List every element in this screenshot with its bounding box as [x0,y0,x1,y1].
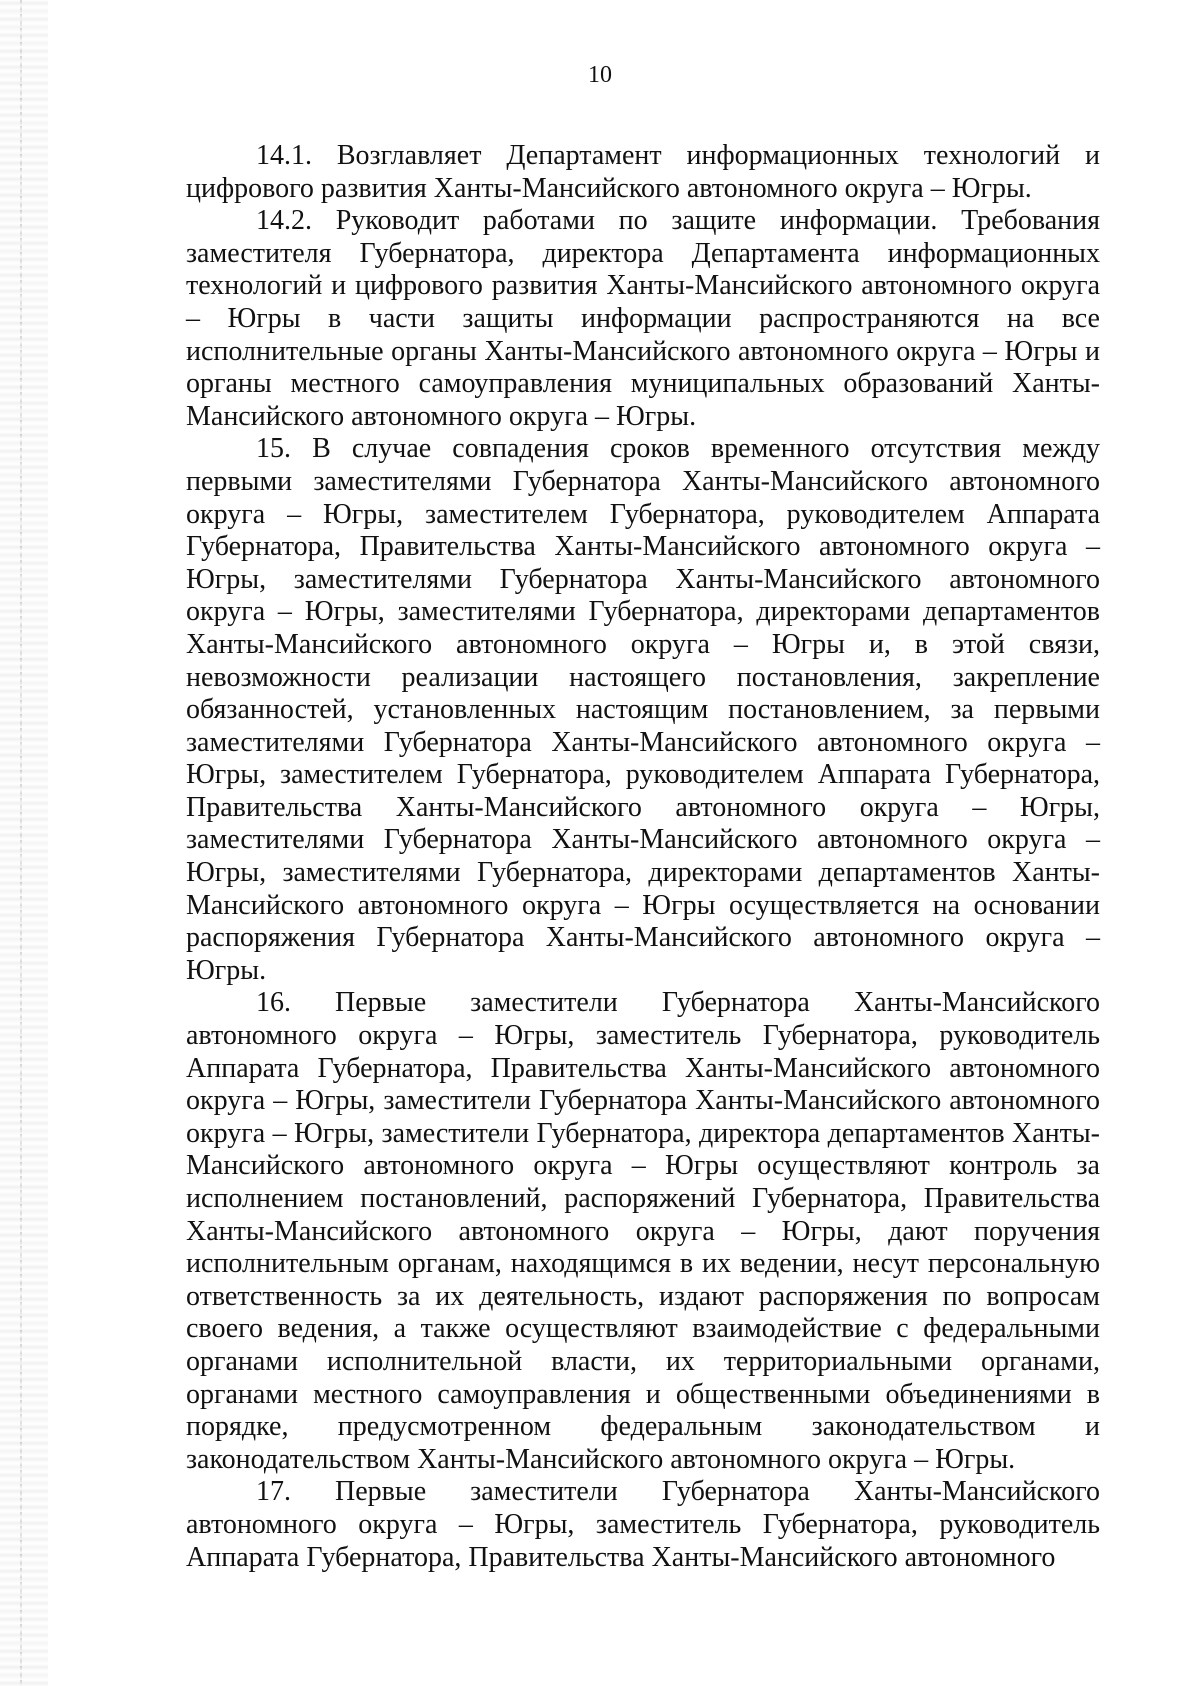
scan-edge-artifact [0,0,48,1686]
paragraph-15: 15. В случае совпадения сроков временного отсутствия между первыми заместителями Губернатора Ханты-Мансийского автономного округа – Югры, заместителем Губернатора, руководителем Аппарата Губернатора, Правительства Ханты-Мансийского автономного округа – Югры, заместителями Губернатора Ханты-Мансийского автономного округа – Югры, заместителями Губернатора, директорами департаментов Ханты-Мансийского автономного округа – Югры и, в этой связи, невозможности реализации настоящего постановления, закрепление обязанностей, установленных настоящим постановлением, за первыми заместителями Губернатора Ханты-Мансийского автономного округа – Югры, заместителем Губернатора, руководителем Аппарата Губернатора, Правительства Ханты-Мансийского автономного округа – Югры, заместителями Губернатора Ханты-Мансийского автономного округа – Югры, заместителями Губернатора, директорами департаментов Ханты-Мансийского автономного округа – Югры осуществляется на основании распоряжения Губернатора Ханты-Мансийского автономного округа – Югры. [186,433,1100,986]
paragraph-16: 16. Первые заместители Губернатора Ханты-Мансийского автономного округа – Югры, заместитель Губернатора, руководитель Аппарата Губернатора, Правительства Ханты-Мансийского автономного округа – Югры, заместители Губернатора Ханты-Мансийского автономного округа – Югры, заместители Губернатора, директора департаментов Ханты-Мансийского автономного округа – Югры осуществляют контроль за исполнением постановлений, распоряжений Губернатора, Правительства Ханты-Мансийского автономного округа – Югры, дают поручения исполнительным органам, находящимся в их ведении, несут персональную ответственность за их деятельность, издают распоряжения по вопросам своего ведения, а также осуществляют взаимодействие с федеральными органами исполнительной власти, их территориальными органами, органами местного самоуправления и общественными объединениями в порядке, предусмотренном федеральным законодательством и законодательством Ханты-Мансийского автономного округа – Югры. [186,987,1100,1475]
paragraph-14-1: 14.1. Возглавляет Департамент информационных технологий и цифрового развития Ханты-Мансийского автономного округа – Югры. [186,140,1100,204]
paragraph-17: 17. Первые заместители Губернатора Ханты-Мансийского автономного округа – Югры, заместитель Губернатора, руководитель Аппарата Губернатора, Правительства Ханты-Мансийского автономного [186,1476,1100,1573]
document-body [186,140,1100,1574]
page-number: 10 [588,62,612,88]
paragraph-14-2: 14.2. Руководит работами по защите информации. Требования заместителя Губернатора, директора Департамента информационных технологий и цифрового развития Ханты-Мансийского автономного округа – Югры в части защиты информации распространяются на все исполнительные органы Ханты-Мансийского автономного округа – Югры и органы местного самоуправления муниципальных образований Ханты-Мансийского автономного округа – Югры. [186,205,1100,432]
